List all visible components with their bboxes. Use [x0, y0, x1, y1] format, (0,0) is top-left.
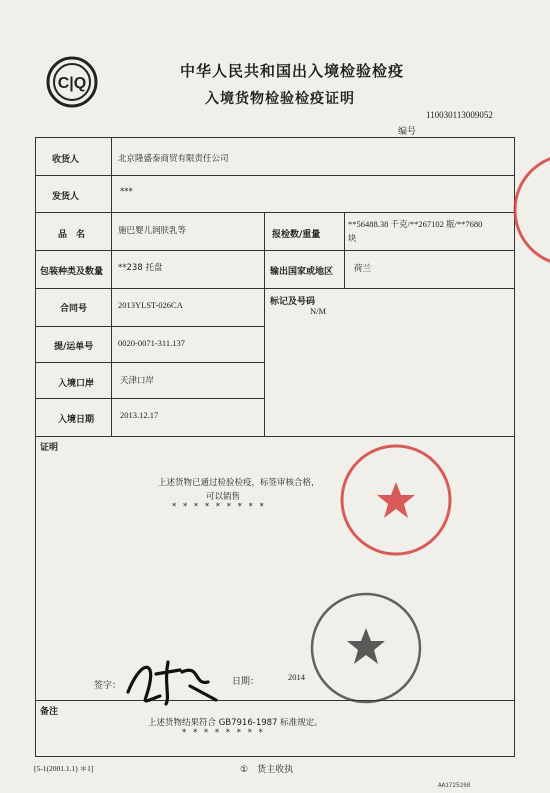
quantity-label: 报检数/重量 — [272, 230, 321, 240]
ciq-logo-icon — [46, 56, 98, 108]
remarks-stars: * * * * * * * * — [182, 728, 265, 738]
product-label: 品 名 — [58, 230, 86, 240]
bill-value: 0020-0071-311.137 — [118, 338, 185, 348]
port-value: 天津口岸 — [120, 376, 155, 386]
svg-text:C|Q: C|Q — [57, 75, 87, 92]
consignee-value: 北京隆盛泰商贸有限责任公司 — [118, 154, 229, 164]
consignor-label: 发货人 — [52, 192, 80, 202]
date-label: 入境日期 — [58, 415, 95, 425]
packaging-value: **238 托盘 — [118, 263, 163, 273]
certificate-text: 上述货物已通过检验检疫，标签审核合格， — [158, 478, 320, 488]
contract-label: 合同号 — [60, 304, 88, 314]
inspection-seal — [306, 588, 426, 708]
port-label: 入境口岸 — [58, 379, 95, 389]
serial-number: 110030113009052 — [426, 110, 493, 120]
consignee-label: 收货人 — [52, 155, 80, 165]
number-label: 编号 — [398, 127, 417, 137]
quantity-value-cont: 块 — [348, 234, 357, 244]
form-code: [5-1(2001.1.1) ＊1] — [34, 764, 94, 773]
signature-label: 签字： — [94, 681, 122, 691]
marks-value: N/M — [310, 306, 327, 316]
consignor-value: *** — [120, 187, 133, 197]
quantity-value: **56488.38 千克/**267102 瓶/**7680 — [348, 219, 483, 229]
packaging-label: 包装种类及数量 — [40, 267, 104, 277]
origin-label: 输出国家或地区 — [270, 267, 334, 277]
company-seal — [336, 440, 456, 560]
company-stamp-partial — [500, 150, 550, 270]
document-subtitle: 入境货物检验检疫证明 — [205, 91, 355, 107]
copy-label: ① 货主收执 — [240, 765, 294, 775]
document-title: 中华人民共和国出入境检验检疫 — [179, 62, 404, 80]
origin-value: 荷兰 — [354, 264, 372, 274]
contract-value: 2013YLST-026CA — [118, 300, 183, 310]
document-code: AA1725268 — [438, 782, 471, 789]
signature-icon — [120, 652, 230, 708]
remarks-label: 备注 — [40, 707, 59, 717]
certificate-label: 证明 — [40, 443, 59, 453]
bill-label: 提/运单号 — [54, 342, 94, 352]
remarks-text: 上述货物结果符合 GB7916-1987 标准规定。 — [148, 718, 323, 728]
marks-label: 标记及号码 — [270, 297, 316, 307]
certificate-stars: * * * * * * * * * — [172, 502, 266, 512]
date-sign-label: 日期： — [232, 677, 260, 687]
date-value: 2013.12.17 — [120, 410, 159, 420]
sign-year: 2014 — [288, 672, 305, 682]
product-value: 施巴婴儿润肤乳等 — [118, 226, 187, 236]
certificate-text-cont: 可以销售 — [206, 492, 241, 502]
